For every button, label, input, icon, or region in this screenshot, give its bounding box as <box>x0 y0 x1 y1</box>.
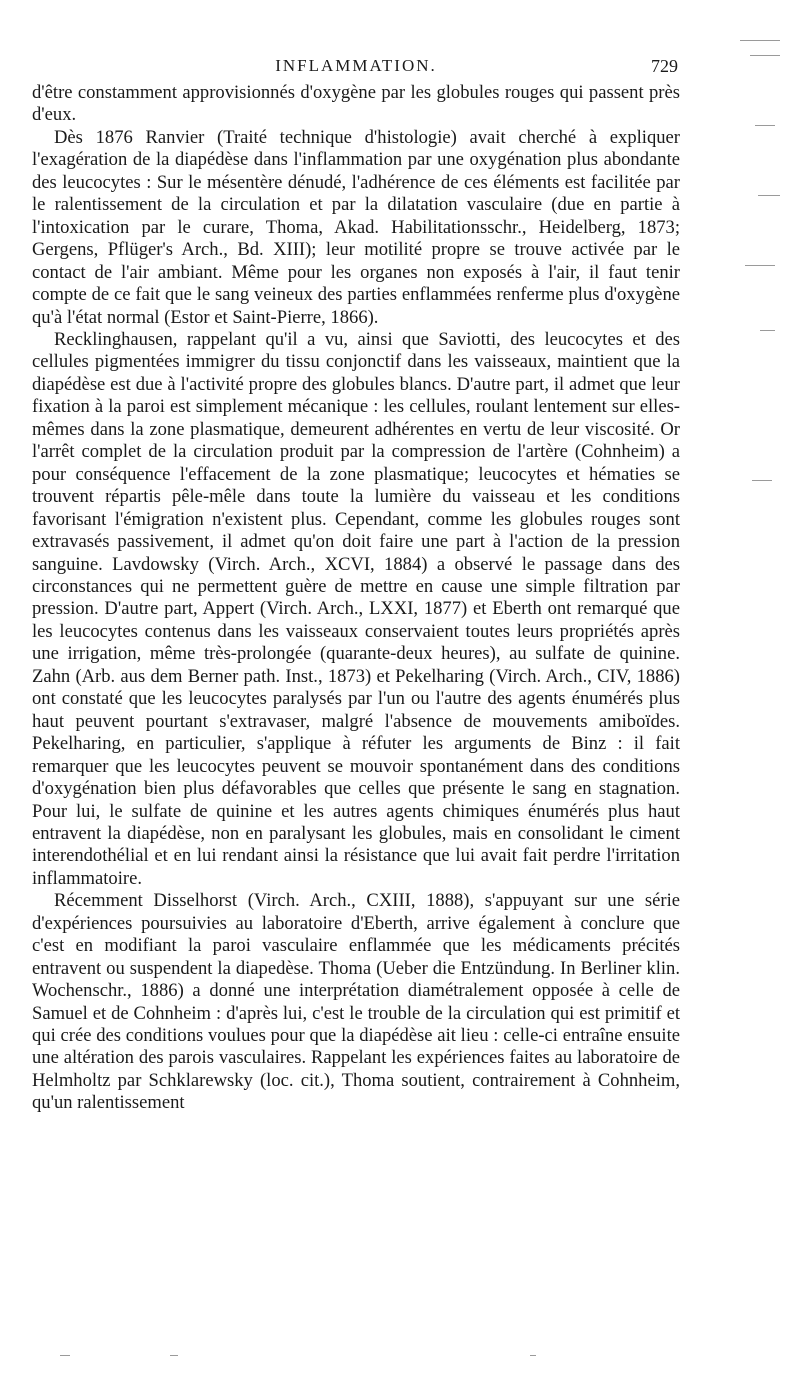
paragraph-ranvier: Dès 1876 Ranvier (Traité technique d'histologie) avait cherché à expliquer l'exagération de la diapédèse dans l'inflammation par une oxygénation plus abondante des leucocytes : Sur le mésentère dénudé, l'adhérence de ces éléments est facilitée par le ralentissement de la circulation et par la dilatation vasculaire (due en partie à l'intoxication par le curare, Thoma, Akad. Habilitationsschr., Heidelberg, 1873; Gergens, Pflüger's Arch., Bd. XIII); leur motilité propre se trouve activée par le contact de l'air ambiant. Même pour les organes non exposés à l'air, il faut tenir compte de ce fait que le sang veineux des parties enflammées renferme plus d'oxygène qu'à l'état normal (Estor et Saint-Pierre, 1866). <box>32 126 680 328</box>
running-head-title: INFLAMMATION. <box>275 56 437 75</box>
paragraph-disselhorst: Récemment Disselhorst (Virch. Arch., CXIII, 1888), s'appuyant sur une série d'expériences poursuivies au laboratoire d'Eberth, arrive également à conclure que c'est en modifiant la paroi vasculaire enflammée que les médicaments précités entravent ou suspendent la diapedèse. Thoma (Ueber die Entzündung. In Berliner klin. Wochenschr., 1886) a donné une interprétation diamétralement opposée à celle de Samuel et de Cohnheim : d'après lui, c'est le trouble de la circulation qui est primitif et qui crée des conditions voulues pour que la diapédèse ait lieu : celle-ci entraîne ensuite une altération des parois vasculaires. Rappelant les expériences faites au laboratoire de Helmholtz par Schklarewsky (loc. cit.), Thoma soutient, contrairement à Cohnheim, qu'un ralentissement <box>32 890 680 1114</box>
paragraph-continuation: d'être constamment approvisionnés d'oxygène par les globules rouges qui passent près d'eux. <box>32 82 680 126</box>
body-text <box>32 82 680 1115</box>
bottom-scan-marks <box>50 1345 750 1365</box>
page-body <box>32 52 680 1115</box>
page-number: 729 <box>651 56 678 76</box>
margin-scan-marks <box>730 0 790 1375</box>
paragraph-recklinghausen: Recklinghausen, rappelant qu'il a vu, ainsi que Saviotti, des leucocytes et des cellules pigmentées immigrer du tissu conjonctif dans les vaisseaux, maintient que la diapédèse est due à l'activité propre des globules blancs. D'autre part, il admet que leur fixation à la paroi est simplement mécanique : les cellules, roulant lentement sur elles-mêmes dans la zone plasmatique, demeurent adhérentes en vertu de leur viscosité. Or l'arrêt complet de la circulation produit par la compression de l'artère (Cohnheim) a pour conséquence l'effacement de la zone plasmatique; leucocytes et hématies se trouvent répartis pêle-mêle dans toute la lumière du vaisseau et les conditions favorisant l'émigration n'existent plus. Cependant, comme les globules rouges sont extravasés passivement, il admet qu'on doit faire une part à l'action de la pression sanguine. Lavdowsky (Virch. Arch., XCVI, 1884) a observé le passage dans des circonstances qui ne permettent guère de mettre en cause une simple filtration par pression. D'autre part, Appert (Virch. Arch., LXXI, 1877) et Eberth ont remarqué que les leucocytes contenus dans les vaisseaux conservaient toutes leurs propriétés après une irrigation, même très-prolongée (quarante-deux heures), au sulfate de quinine. Zahn (Arb. aus dem Berner path. Inst., 1873) et Pekelharing (Virch. Arch., CIV, 1886) ont constaté que les leucocytes paralysés par l'un ou l'autre des agents énumérés plus haut peuvent pourtant s'extravaser, malgré l'absence de mouvements amiboïdes. Pekelharing, en particulier, s'applique à réfuter les arguments de Binz : il fait remarquer que les leucocytes peuvent se mouvoir spontanément dans des conditions d'oxygénation bien plus défavorables que celles que présente le sang en stagnation. Pour lui, le sulfate de quinine et les autres agents chimiques énumérés plus haut entravent la diapédèse, non en paralysant les globules, mais en consolidant le ciment interendothélial et en lui rendant ainsi la résistance que lui avait fait perdre l'irritation inflammatoire. <box>32 328 680 889</box>
running-head <box>32 52 680 82</box>
